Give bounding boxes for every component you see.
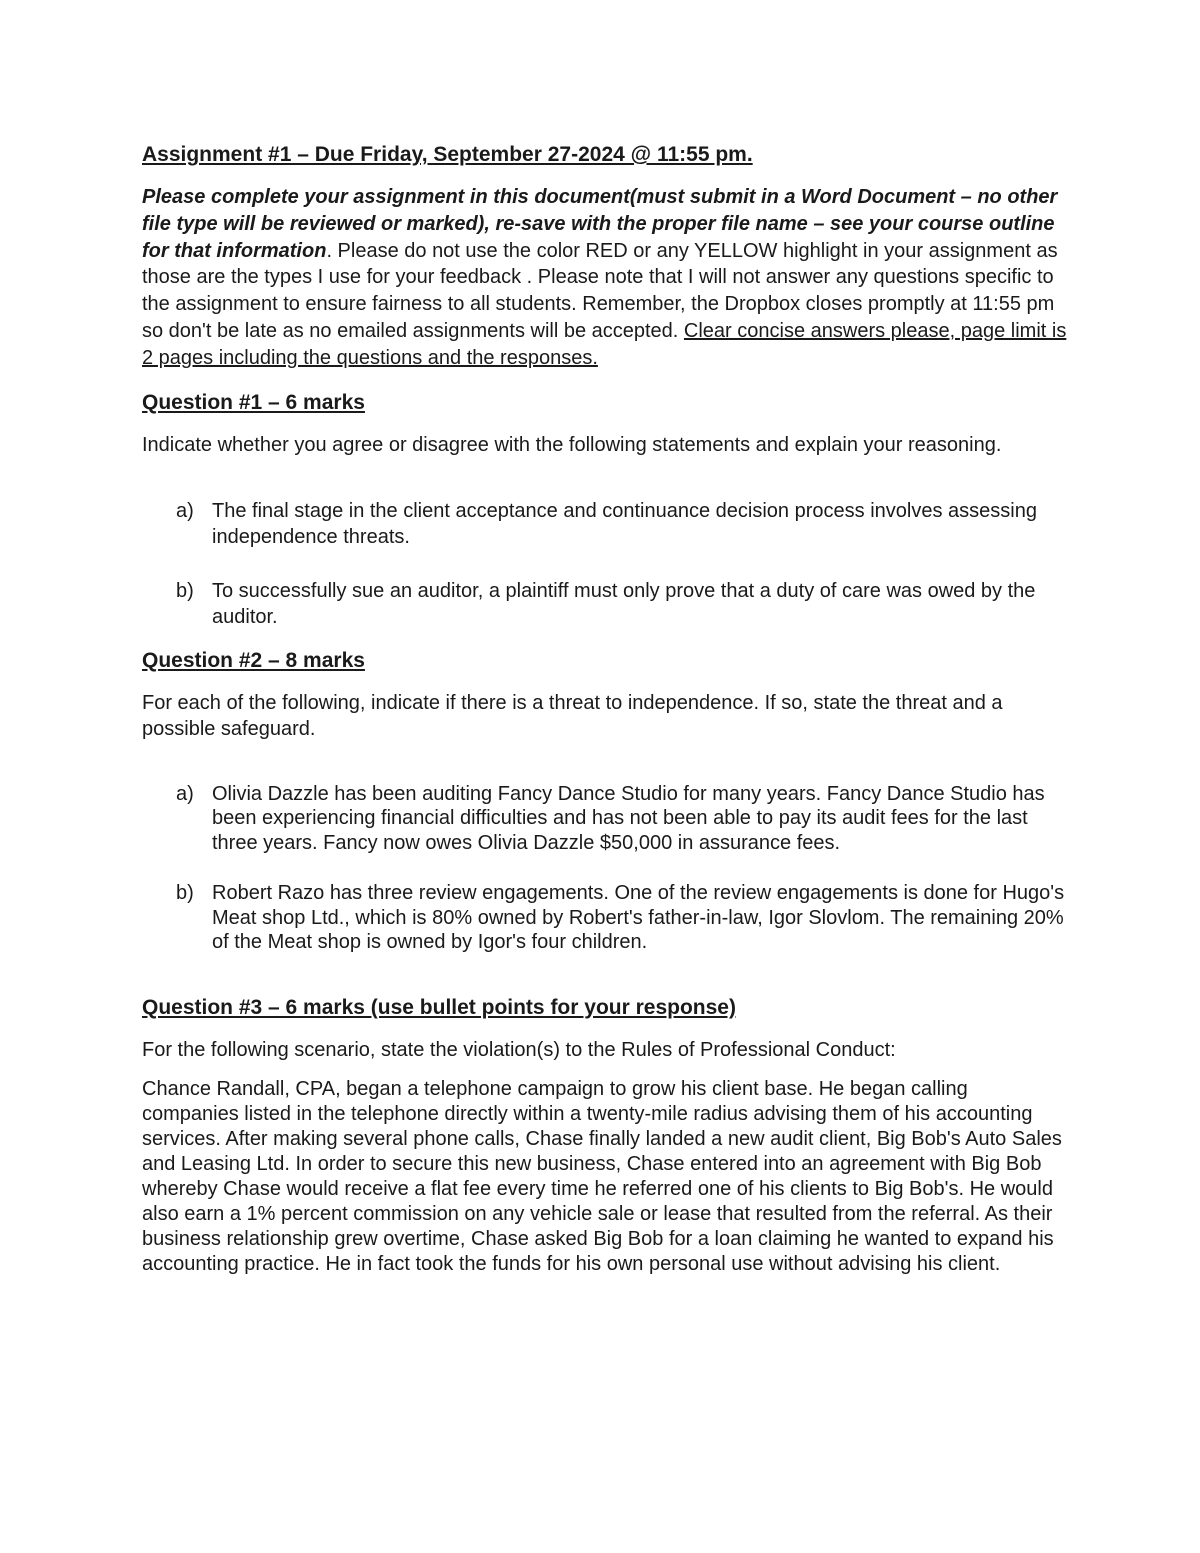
list-item bbox=[142, 498, 1067, 550]
question-1-prompt: Indicate whether you agree or disagree with the following statements and explain your reasoning. bbox=[142, 433, 1002, 456]
question-3-heading: Question #3 – 6 marks (use bullet points for your response) bbox=[142, 995, 736, 1019]
list-marker: b) bbox=[176, 579, 194, 602]
question-1-list bbox=[142, 498, 1067, 630]
list-item bbox=[142, 782, 1067, 856]
instructions-paragraph bbox=[142, 184, 1067, 372]
list-item bbox=[142, 881, 1067, 955]
list-marker: b) bbox=[176, 882, 194, 905]
list-marker: a) bbox=[176, 782, 194, 805]
instructions-underlined: Clear concise answers please, page limit is 2 pages including the questions and the responses. bbox=[142, 319, 1067, 369]
list-marker: a) bbox=[176, 499, 194, 522]
list-item bbox=[142, 578, 1067, 630]
question-1-heading: Question #1 – 6 marks bbox=[142, 390, 365, 414]
list-item-text: To successfully sue an auditor, a plaintiff must only prove that a duty of care was owed by the auditor. bbox=[212, 579, 1036, 628]
instructions-text: . Please do not use the color RED or any YELLOW highlight in your assignment as those are the types I use for your feedback . Please note that I will not answer any questions specific to the assignment to ensure fairness to all students. Remember, the Dropbox closes promptly at 11:55 pm so don't be late as no emailed assignments will be accepted. bbox=[142, 239, 1058, 342]
question-2-heading: Question #2 – 8 marks bbox=[142, 648, 365, 672]
list-item-text: Robert Razo has three review engagements. One of the review engagements is done for Hugo's Meat shop Ltd., which is 80% owned by Robert's father-in-law, Igor Slovlom. The remaining 20% of the Meat shop is owned by Igor's four children. bbox=[212, 882, 1065, 954]
question-3-prompt: For the following scenario, state the violation(s) to the Rules of Professional Conduct: bbox=[142, 1038, 896, 1061]
list-item-text: Olivia Dazzle has been auditing Fancy Dance Studio for many years. Fancy Dance Studio has been experiencing financial difficulties and has not been able to pay its audit fees for the last three years. Fancy now owes Olivia Dazzle $50,000 in assurance fees. bbox=[212, 782, 1045, 854]
question-2-list bbox=[142, 782, 1067, 955]
instructions-bold-italic: Please complete your assignment in this document(must submit in a Word Document – no other file type will be reviewed or marked), re-save with the proper file name – see your course outline for that information bbox=[142, 186, 1058, 262]
list-item-text: The final stage in the client acceptance and continuance decision process involves assessing independence threats. bbox=[212, 499, 1037, 548]
question-3-scenario: Chance Randall, CPA, began a telephone campaign to grow his client base. He began calling companies listed in the telephone directly within a twenty-mile radius advising them of his accounting services. After making several phone calls, Chase finally landed a new audit client, Big Bob's Auto Sales and Leasing Ltd. In order to secure this new business, Chase entered into an agreement with Big Bob whereby Chase would receive a flat fee every time he referred one of his clients to Big Bob's. He would also earn a 1% percent commission on any vehicle sale or lease that resulted from the referral. As their business relationship grew overtime, Chase asked Big Bob for a loan claiming he wanted to expand his accounting practice. He in fact took the funds for his own personal use without advising his client. bbox=[142, 1077, 1062, 1275]
document-page bbox=[142, 140, 1067, 1291]
question-2-prompt: For each of the following, indicate if there is a threat to independence. If so, state the threat and a possible safeguard. bbox=[142, 691, 1003, 740]
assignment-title: Assignment #1 – Due Friday, September 27-2024 @ 11:55 pm. bbox=[142, 143, 753, 166]
